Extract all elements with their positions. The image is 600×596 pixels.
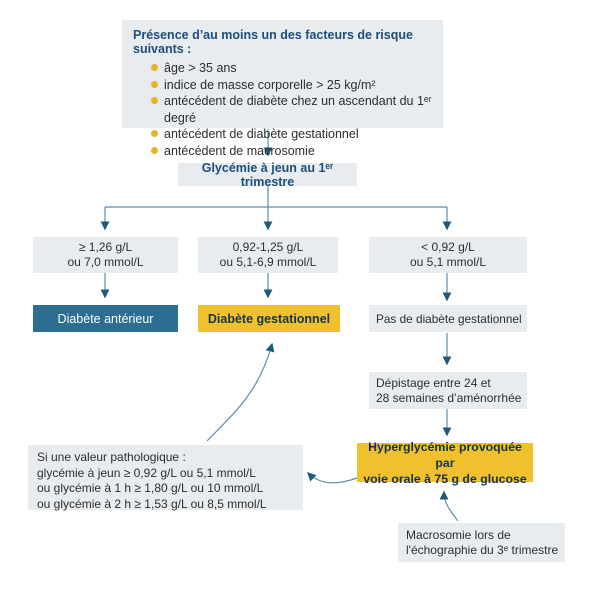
result-label: Diabète antérieur [57,311,154,326]
patho-line: ou glycémie à 2 h ≥ 1,53 g/L ou 8,5 mmol/L [37,496,267,511]
ogtt-line: Hyperglycémie provoquée par [368,439,522,470]
risk-factors-title: Présence d’au moins un des facteurs de risque suivants : [133,28,413,56]
ogtt-line: voie orale à 75 g de glucose [363,471,527,486]
bullet-icon [151,81,158,88]
risk-item-label: antécédent de macrosomie [164,143,315,158]
macrosomia-line: l'échographie du 3ᵉ trimestre [406,543,559,557]
list-item [151,126,437,143]
risk-item-label: âge > 35 ans [164,61,237,75]
line-glycemia-split [105,186,447,207]
risk-item-label: antécédent de diabète gestationnel [164,127,359,141]
macrosomia-box [398,523,565,562]
glycemia-first-trimester-box [178,160,357,189]
bullet-icon [151,130,158,137]
diabetes-anterior-box [33,305,178,332]
branch-high-threshold-box [33,237,178,273]
risk-item-label: indice de masse corporelle > 25 kg/m² [164,77,376,92]
risk-item-label: antécédent de diabète chez un ascendant du 1ᵉʳ degré [164,94,432,125]
patho-line: Si une valeur pathologique : [37,450,186,464]
screening-line: 28 semaines d’aménorrhée [376,391,522,405]
branch-low-threshold-box [369,237,527,273]
list-item [151,60,437,77]
list-item [151,77,437,94]
threshold-line: ou 7,0 mmol/L [67,255,144,269]
bullet-icon [151,147,158,154]
patho-line: ou glycémie à 1 h ≥ 1,80 g/L ou 10 mmol/L [37,481,264,495]
threshold-line: ou 5,1-6,9 mmol/L [219,255,317,269]
arrow-macro-to-hgpo [444,492,458,521]
threshold-line: ≥ 1,26 g/L [78,240,133,254]
result-label: Pas de diabète gestationnel [376,311,522,326]
bullet-icon [151,64,158,71]
pathological-values-box [28,445,303,510]
risk-factors-box [122,20,443,158]
screening-line: Dépistage entre 24 et [376,376,491,390]
macrosomia-line: Macrosomie lors de [406,528,511,542]
screening-24-28-weeks-box [369,372,527,409]
branch-mid-threshold-box [198,237,338,273]
glycemia-label: Glycémie à jeun au 1ᵉʳ trimestre [201,160,334,189]
no-gestational-diabetes-box [369,305,527,332]
gestational-diabetes-box [198,305,340,332]
threshold-line: 0,92-1,25 g/L [232,240,304,254]
list-item [151,93,437,126]
risk-factors-list [133,60,437,159]
threshold-line: ou 5,1 mmol/L [409,255,487,269]
arrow-patho-to-gd [207,344,272,441]
result-label: Diabète gestationnel [207,311,331,326]
arrow-hgpo-to-patho [308,473,357,483]
ogtt-75g-box [357,439,533,486]
threshold-line: < 0,92 g/L [421,240,475,254]
list-item [151,143,437,160]
bullet-icon [151,97,158,104]
patho-line: glycémie à jeun ≥ 0,92 g/L ou 5,1 mmol/L [37,465,256,480]
